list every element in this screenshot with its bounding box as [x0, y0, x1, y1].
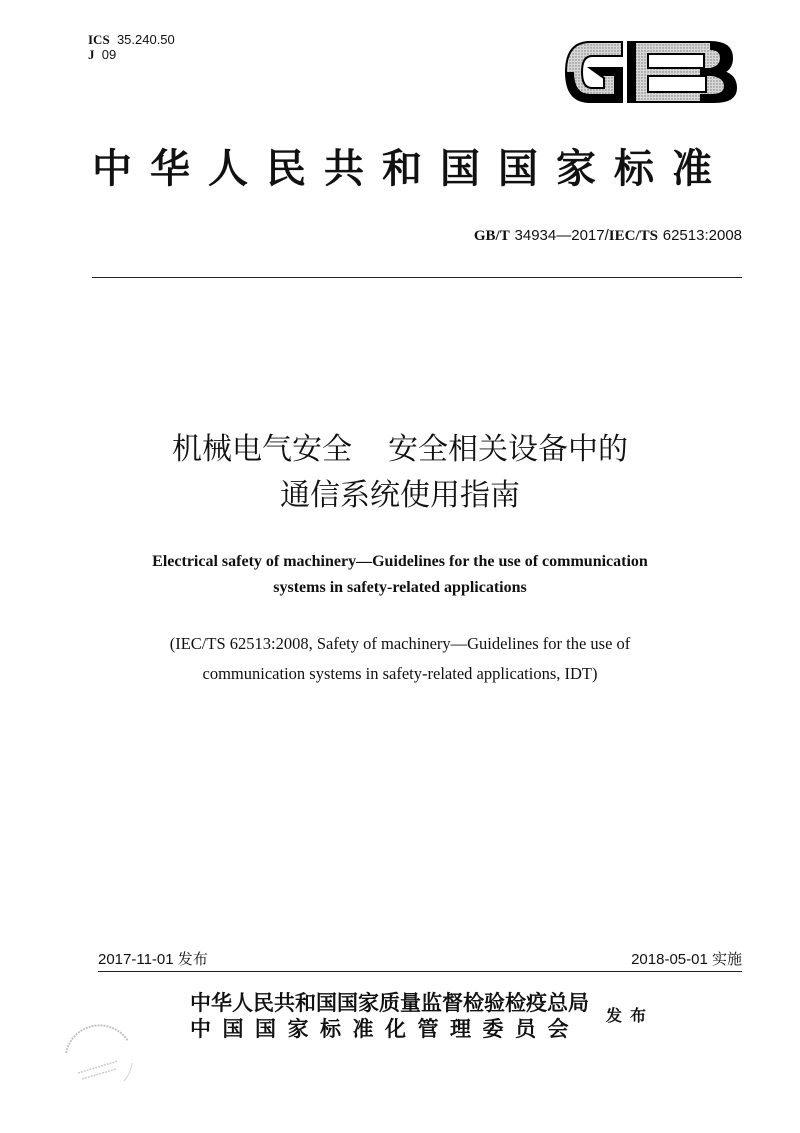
watermark-stamp-icon: [58, 1023, 140, 1083]
issuer-aqsiq: 中华人民共和国国家质量监督检验检疫总局: [190, 990, 589, 1015]
implementation-date: 2018-05-01 实施: [631, 951, 742, 968]
issuer-sac: 中国国家标准化管理委员会: [190, 1016, 580, 1041]
national-standard-title: 中华人民共和国国家标准: [92, 145, 730, 192]
standard-number: GB/T 34934—2017/IEC/TS 62513:2008: [473, 227, 742, 244]
ics-code: ICS 35.240.50: [88, 32, 175, 47]
gb-logo-icon: [560, 38, 750, 106]
issuing-organizations: [190, 990, 589, 1042]
chinese-title: [0, 427, 800, 519]
chinese-title-line1: 机械电气安全 安全相关设备中的: [172, 432, 628, 467]
ccs-code: J 09: [88, 47, 117, 62]
issue-label: 发布: [606, 1006, 655, 1025]
header-divider: [92, 277, 742, 278]
equivalence-statement: (IEC/TS 62513:2008, Safety of machinery—Guidelines for the use of communication systems in safety-related applications, IDT): [169, 634, 631, 683]
classification-codes: [88, 32, 175, 62]
publish-date: 2017-11-01 发布: [98, 951, 208, 968]
chinese-title-line2: 通信系统使用指南: [280, 478, 520, 513]
footer-divider: [98, 971, 742, 972]
english-title: Electrical safety of machinery—Guidelines for the use of communication systems in safety-related applications: [152, 553, 648, 596]
